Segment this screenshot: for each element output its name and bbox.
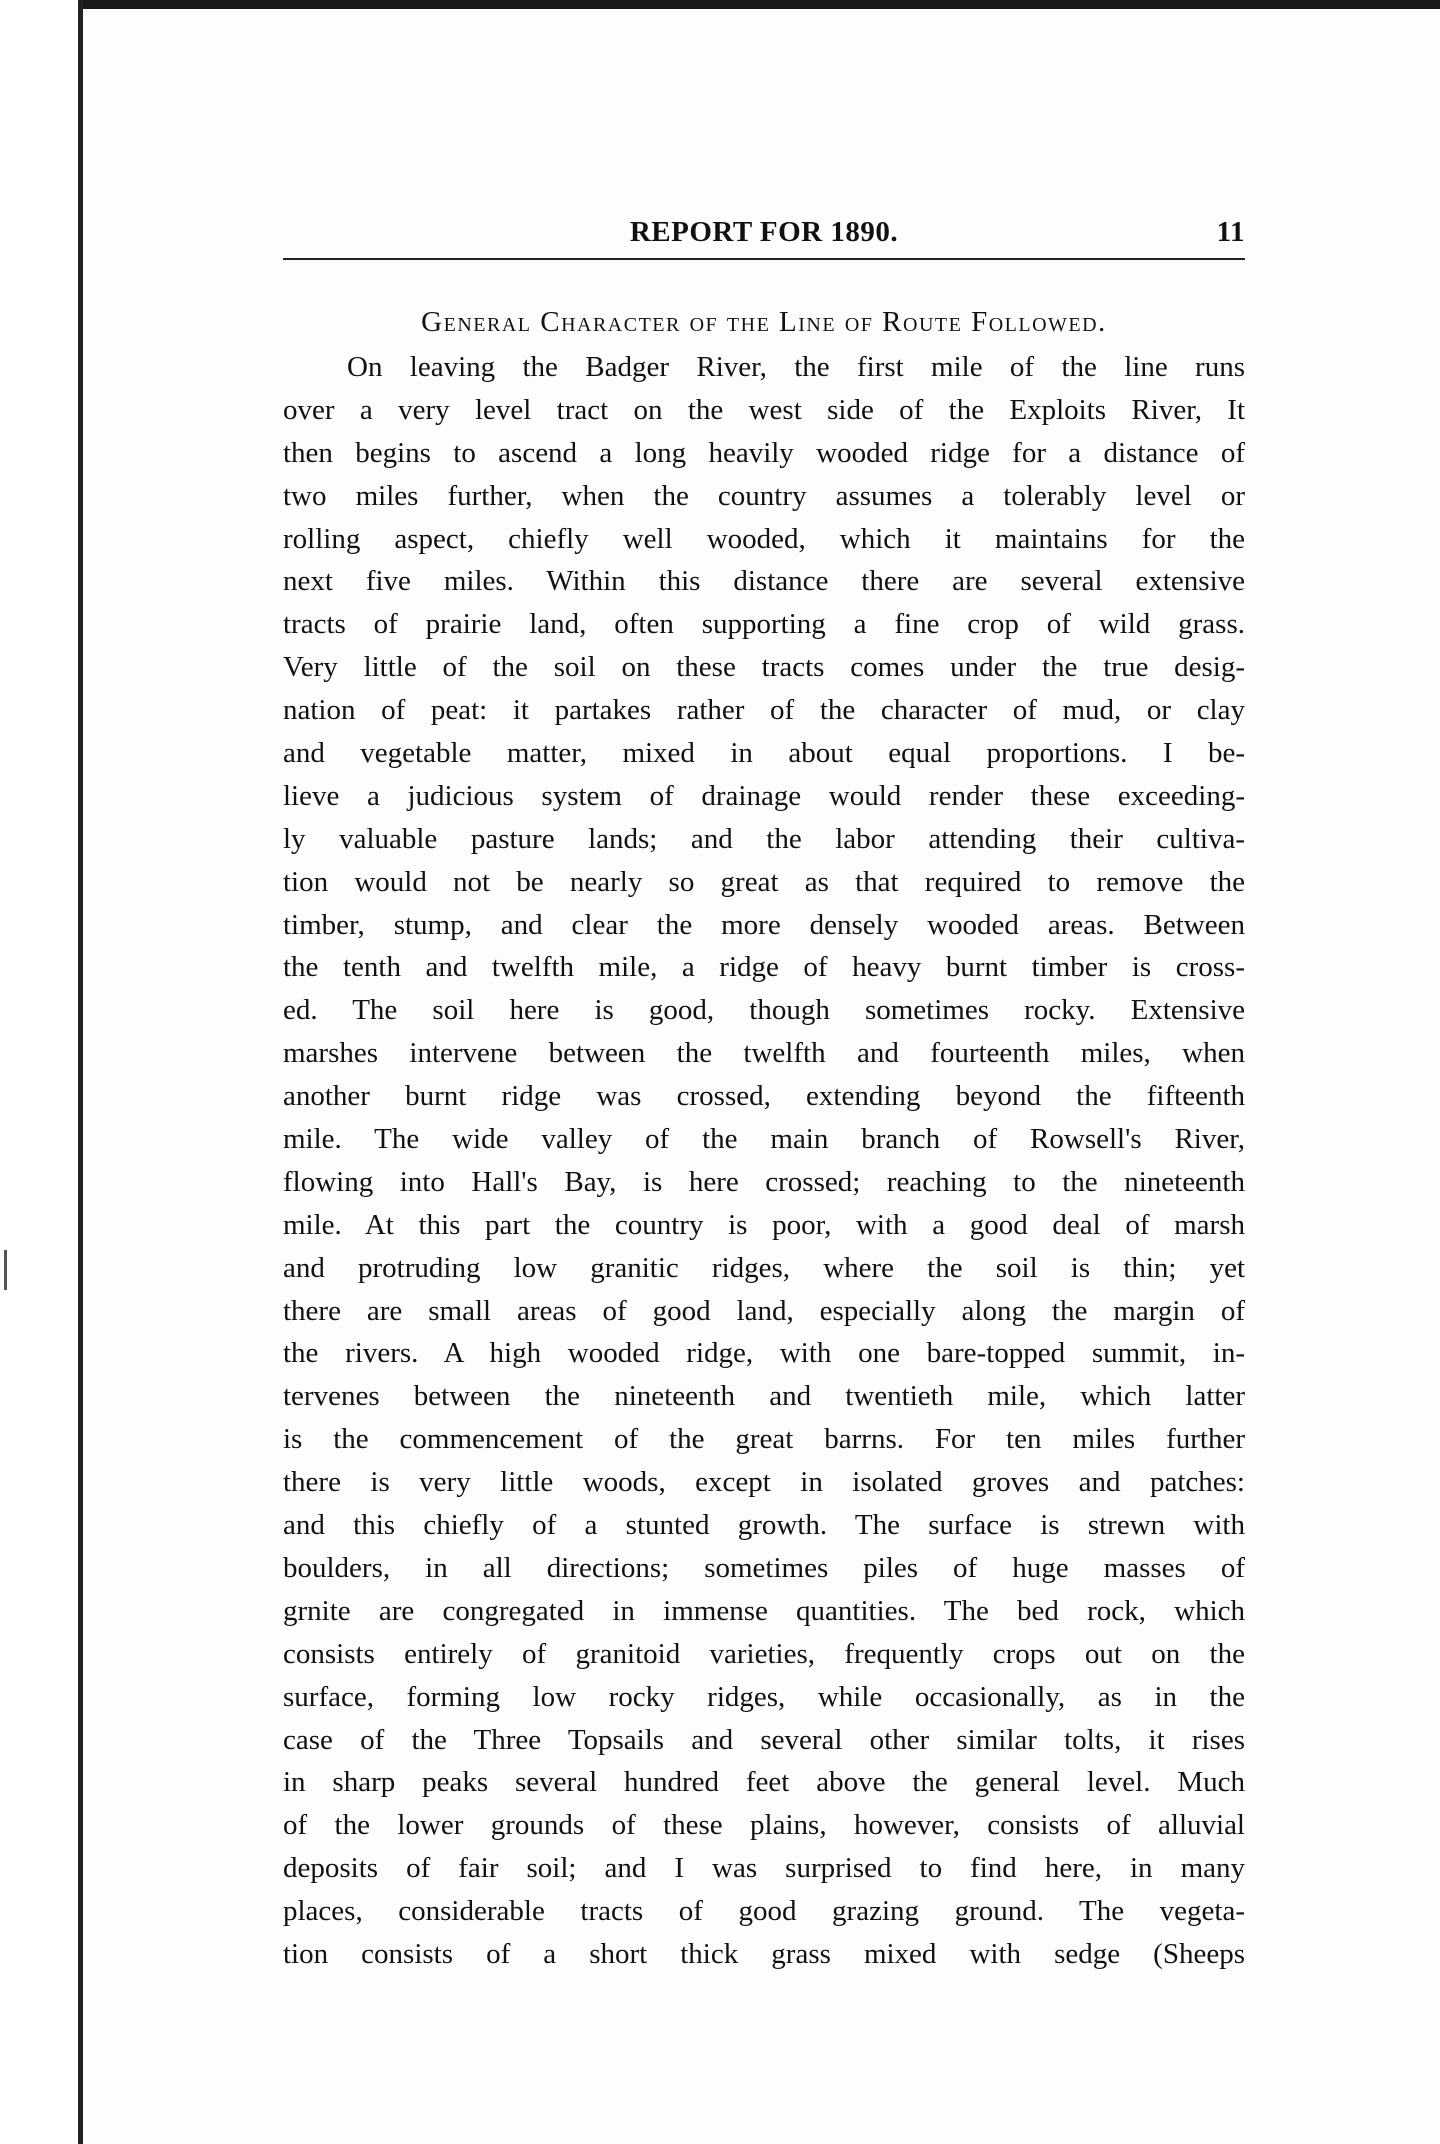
text-line: surface, forming low rocky ridges, while occasionally, as in the: [283, 1680, 1245, 1713]
text-line: and this chiefly of a stunted growth. The surface is strewn with: [283, 1509, 1245, 1542]
text-line: consists entirely of granitoid varieties, frequently crops out on the: [283, 1637, 1245, 1670]
text-line: and protruding low granitic ridges, where the soil is thin; yet: [283, 1251, 1245, 1284]
text-line: case of the Three Topsails and several other similar tolts, it rises: [283, 1723, 1245, 1756]
text-line: boulders, in all directions; sometimes piles of huge masses of: [283, 1551, 1245, 1584]
text-line: On leaving the Badger River, the first mile of the line runs: [347, 351, 1245, 383]
text-line: over a very level tract on the west side of the Exploits River, It: [283, 393, 1245, 426]
text-line: tracts of prairie land, often supporting a fine crop of wild grass.: [283, 608, 1245, 641]
text-line: another burnt ridge was crossed, extending beyond the fifteenth: [283, 1080, 1245, 1113]
text-line: places, considerable tracts of good grazing ground. The vegeta-: [283, 1895, 1245, 1928]
text-line: Very little of the soil on these tracts comes under the true desig-: [283, 651, 1245, 684]
text-line: there are small areas of good land, especially along the margin of: [283, 1294, 1245, 1327]
text-line: mile. At this part the country is poor, with a good deal of marsh: [283, 1208, 1245, 1241]
scan-margin-mark: [4, 1250, 7, 1290]
text-line: in sharp peaks several hundred feet above the general level. Much: [283, 1766, 1245, 1799]
text-line: there is very little woods, except in isolated groves and patches:: [283, 1466, 1245, 1499]
text-line: the tenth and twelfth mile, a ridge of heavy burnt timber is cross-: [283, 951, 1245, 984]
text-line: timber, stump, and clear the more densely wooded areas. Between: [283, 908, 1245, 941]
text-line: and vegetable matter, mixed in about equal proportions. I be-: [283, 737, 1245, 770]
text-line: the rivers. A high wooded ridge, with one bare-topped summit, in-: [283, 1337, 1245, 1370]
page-number: 11: [1216, 216, 1245, 248]
printed-page: [283, 212, 1245, 1976]
scan-left-margin: [0, 0, 78, 2144]
text-line: rolling aspect, chiefly well wooded, which it maintains for the: [283, 522, 1245, 555]
text-line: next five miles. Within this distance there are several extensive: [283, 565, 1245, 598]
binding-edge-rule: [78, 0, 83, 2144]
text-line: lieve a judicious system of drainage would render these exceeding-: [283, 779, 1245, 812]
text-line: then begins to ascend a long heavily wooded ridge for a distance of: [283, 436, 1245, 469]
text-line: flowing into Hall's Bay, is here crossed; reaching to the nineteenth: [283, 1165, 1245, 1198]
section-heading: General Character of the Line of Route Followed.: [421, 306, 1107, 338]
text-line: tion consists of a short thick grass mixed with sedge (Sheeps: [283, 1937, 1245, 1970]
text-line: tion would not be nearly so great as that required to remove the: [283, 865, 1245, 898]
scan-top-edge: [0, 0, 1440, 9]
text-line: tervenes between the nineteenth and twentieth mile, which latter: [283, 1380, 1245, 1413]
text-line: grnite are congregated in immense quantities. The bed rock, which: [283, 1594, 1245, 1627]
header-rule: [283, 258, 1245, 260]
text-line: of the lower grounds of these plains, however, consists of alluvial: [283, 1809, 1245, 1842]
text-line: marshes intervene between the twelfth and fourteenth miles, when: [283, 1037, 1245, 1070]
running-head: [283, 212, 1245, 256]
running-head-title: REPORT FOR 1890.: [629, 216, 899, 248]
text-line: ed. The soil here is good, though sometimes rocky. Extensive: [283, 994, 1245, 1027]
text-line: nation of peat: it partakes rather of the character of mud, or clay: [283, 694, 1245, 727]
text-line: is the commencement of the great barrns. For ten miles further: [283, 1423, 1245, 1456]
text-line: ly valuable pasture lands; and the labor attending their cultiva-: [283, 822, 1245, 855]
body-paragraph: [283, 346, 1245, 1976]
text-line: deposits of fair soil; and I was surprised to find here, in many: [283, 1852, 1245, 1885]
text-line: mile. The wide valley of the main branch of Rowsell's River,: [283, 1123, 1245, 1156]
text-line: two miles further, when the country assumes a tolerably level or: [283, 479, 1245, 512]
